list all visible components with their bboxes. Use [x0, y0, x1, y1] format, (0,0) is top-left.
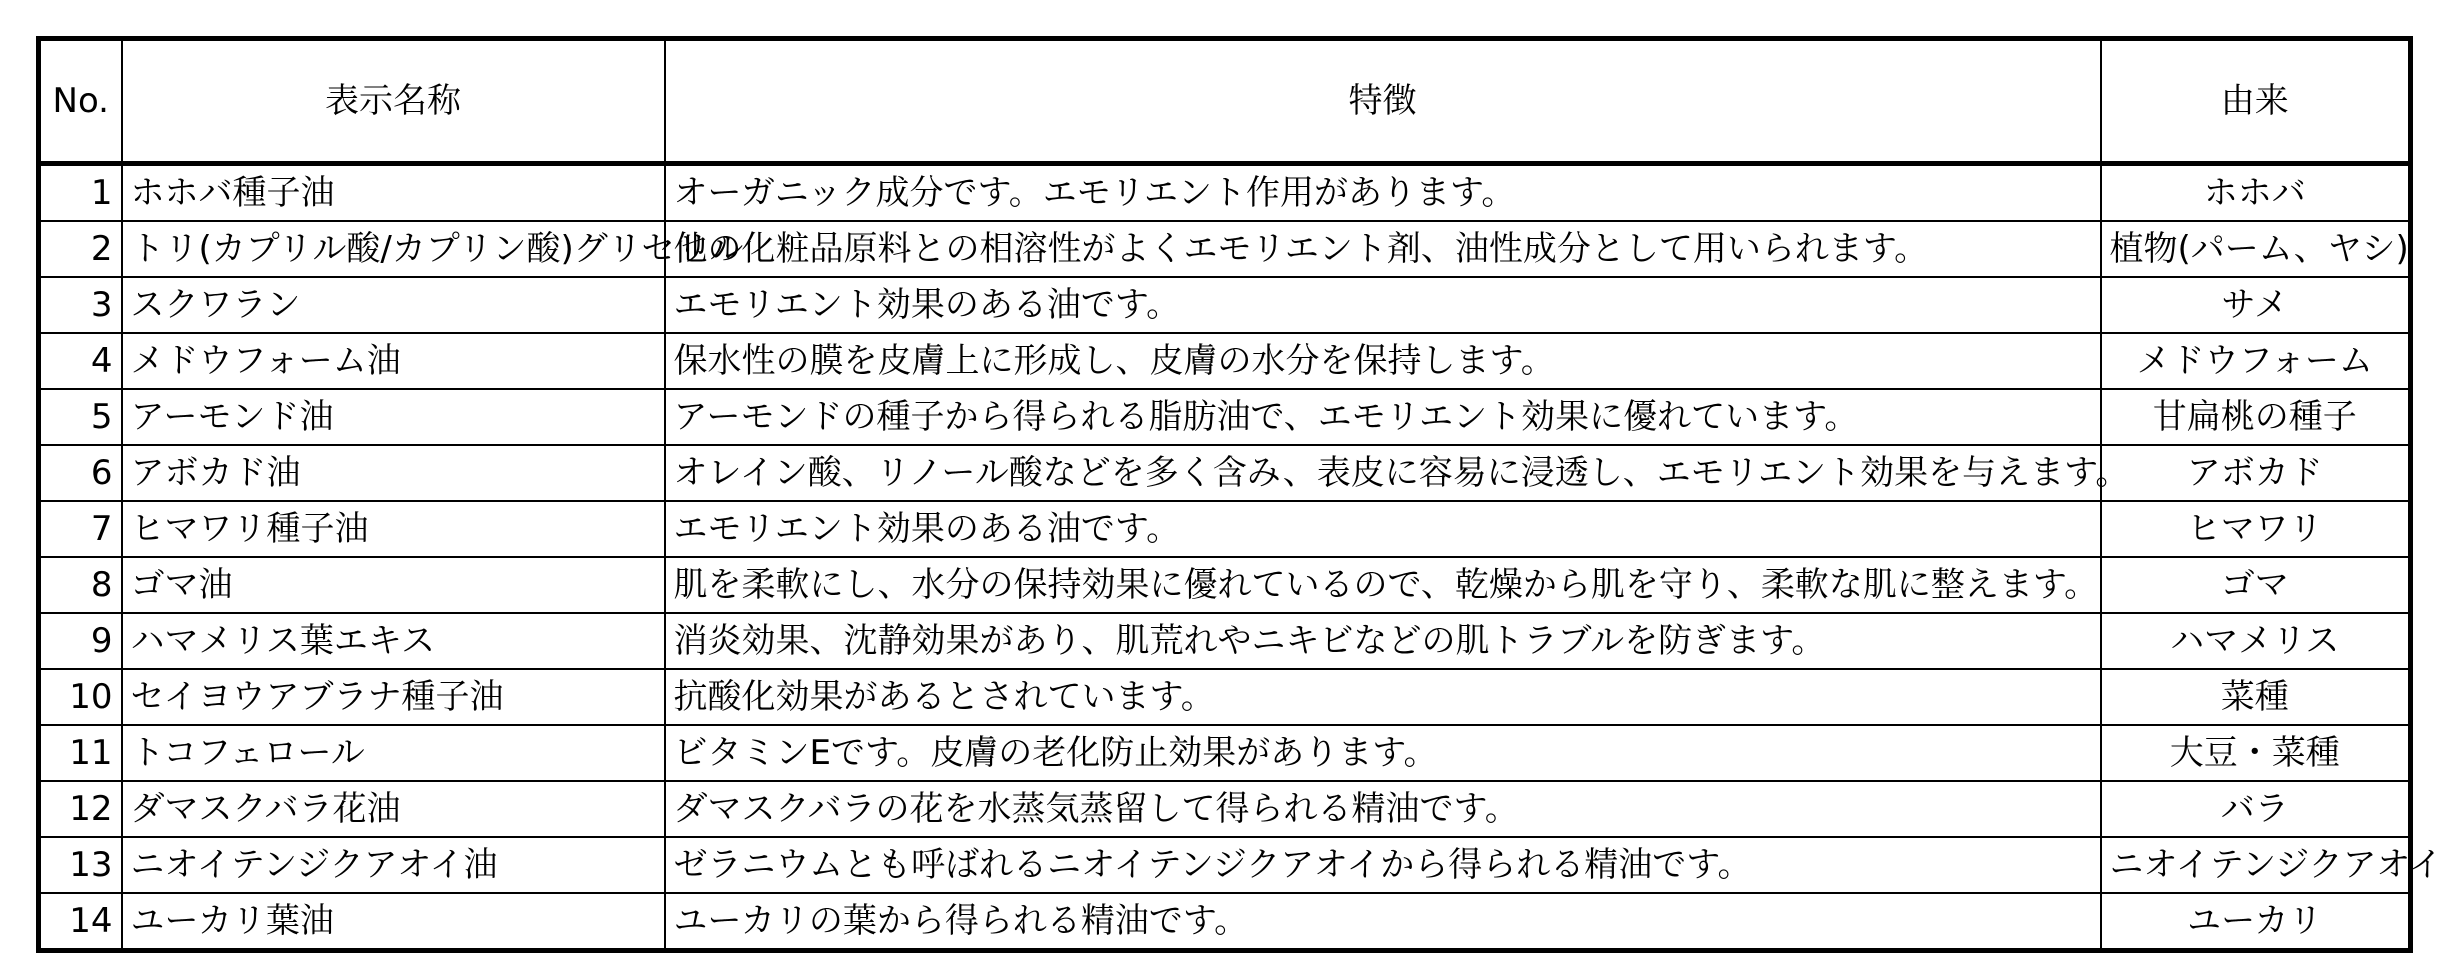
- ingredient-origin: ヒマワリ: [2101, 501, 2411, 557]
- ingredient-feature: 保水性の膜を皮膚上に形成し、皮膚の水分を保持します。: [665, 333, 2101, 389]
- ingredient-name: メドウフォーム油: [122, 333, 665, 389]
- ingredient-feature: エモリエント効果のある油です。: [665, 277, 2101, 333]
- ingredient-origin: ユーカリ: [2101, 893, 2411, 951]
- ingredient-origin: メドウフォーム: [2101, 333, 2411, 389]
- table-row: [39, 389, 2411, 445]
- ingredient-name: アーモンド油: [122, 389, 665, 445]
- row-number: 2: [39, 221, 122, 277]
- ingredient-origin: バラ: [2101, 781, 2411, 837]
- table-row: [39, 781, 2411, 837]
- header-no: No.: [39, 39, 122, 164]
- ingredient-origin: ニオイテンジクアオイ: [2101, 837, 2411, 893]
- ingredient-name: ユーカリ葉油: [122, 893, 665, 951]
- row-number: 7: [39, 501, 122, 557]
- table-row: [39, 837, 2411, 893]
- ingredient-origin: 甘扁桃の種子: [2101, 389, 2411, 445]
- ingredient-feature: 肌を柔軟にし、水分の保持効果に優れているので、乾燥から肌を守り、柔軟な肌に整えます。: [665, 557, 2101, 613]
- table-row: [39, 501, 2411, 557]
- ingredient-feature: アーモンドの種子から得られる脂肪油で、エモリエント効果に優れています。: [665, 389, 2101, 445]
- ingredient-name: ニオイテンジクアオイ油: [122, 837, 665, 893]
- ingredient-feature: オレイン酸、リノール酸などを多く含み、表皮に容易に浸透し、エモリエント効果を与えます。: [665, 445, 2101, 501]
- ingredient-name: スクワラン: [122, 277, 665, 333]
- row-number: 12: [39, 781, 122, 837]
- ingredient-origin: 菜種: [2101, 669, 2411, 725]
- ingredient-origin: サメ: [2101, 277, 2411, 333]
- ingredient-feature: 消炎効果、沈静効果があり、肌荒れやニキビなどの肌トラブルを防ぎます。: [665, 613, 2101, 669]
- row-number: 10: [39, 669, 122, 725]
- ingredient-feature: ゼラニウムとも呼ばれるニオイテンジクアオイから得られる精油です。: [665, 837, 2101, 893]
- row-number: 13: [39, 837, 122, 893]
- row-number: 9: [39, 613, 122, 669]
- table-row: [39, 557, 2411, 613]
- ingredient-origin: ゴマ: [2101, 557, 2411, 613]
- row-number: 5: [39, 389, 122, 445]
- ingredient-feature: エモリエント効果のある油です。: [665, 501, 2101, 557]
- ingredient-origin: ハマメリス: [2101, 613, 2411, 669]
- ingredient-name: ヒマワリ種子油: [122, 501, 665, 557]
- row-number: 14: [39, 893, 122, 951]
- ingredient-feature: 抗酸化効果があるとされています。: [665, 669, 2101, 725]
- ingredient-feature: ユーカリの葉から得られる精油です。: [665, 893, 2101, 951]
- ingredient-feature: ダマスクバラの花を水蒸気蒸留して得られる精油です。: [665, 781, 2101, 837]
- row-number: 4: [39, 333, 122, 389]
- row-number: 3: [39, 277, 122, 333]
- ingredient-origin: ホホバ: [2101, 164, 2411, 222]
- row-number: 8: [39, 557, 122, 613]
- ingredient-name: ホホバ種子油: [122, 164, 665, 222]
- table-row: [39, 164, 2411, 222]
- ingredient-name: ゴマ油: [122, 557, 665, 613]
- ingredient-name: トリ(カプリル酸/カプリン酸)グリセリル: [122, 221, 665, 277]
- row-number: 1: [39, 164, 122, 222]
- table-body: [39, 164, 2443, 951]
- ingredient-origin: 植物(パーム、ヤシ): [2101, 221, 2411, 277]
- ingredient-name: ダマスクバラ花油: [122, 781, 665, 837]
- ingredient-origin: 大豆・菜種: [2101, 725, 2411, 781]
- table-row: [39, 445, 2411, 501]
- table-row: [39, 221, 2411, 277]
- ingredient-origin: アボカド: [2101, 445, 2411, 501]
- ingredients-table: [36, 36, 2443, 953]
- ingredient-name: トコフェロール: [122, 725, 665, 781]
- table-row: [39, 333, 2411, 389]
- ingredient-feature: オーガニック成分です。エモリエント作用があります。: [665, 164, 2101, 222]
- table-row: [39, 669, 2411, 725]
- ingredient-name: アボカド油: [122, 445, 665, 501]
- row-number: 6: [39, 445, 122, 501]
- header-feature: 特徴: [665, 39, 2101, 164]
- header-origin: 由来: [2101, 39, 2411, 164]
- header-row: [39, 39, 2411, 164]
- table-row: [39, 277, 2411, 333]
- table-header: [39, 39, 2411, 164]
- row-number: 11: [39, 725, 122, 781]
- ingredient-name: セイヨウアブラナ種子油: [122, 669, 665, 725]
- table-row: [39, 893, 2411, 951]
- table-row: [39, 613, 2411, 669]
- ingredient-name: ハマメリス葉エキス: [122, 613, 665, 669]
- header-name: 表示名称: [122, 39, 665, 164]
- ingredient-feature: 他の化粧品原料との相溶性がよくエモリエント剤、油性成分として用いられます。: [665, 221, 2101, 277]
- table-row: [39, 725, 2411, 781]
- ingredient-feature: ビタミンEです。皮膚の老化防止効果があります。: [665, 725, 2101, 781]
